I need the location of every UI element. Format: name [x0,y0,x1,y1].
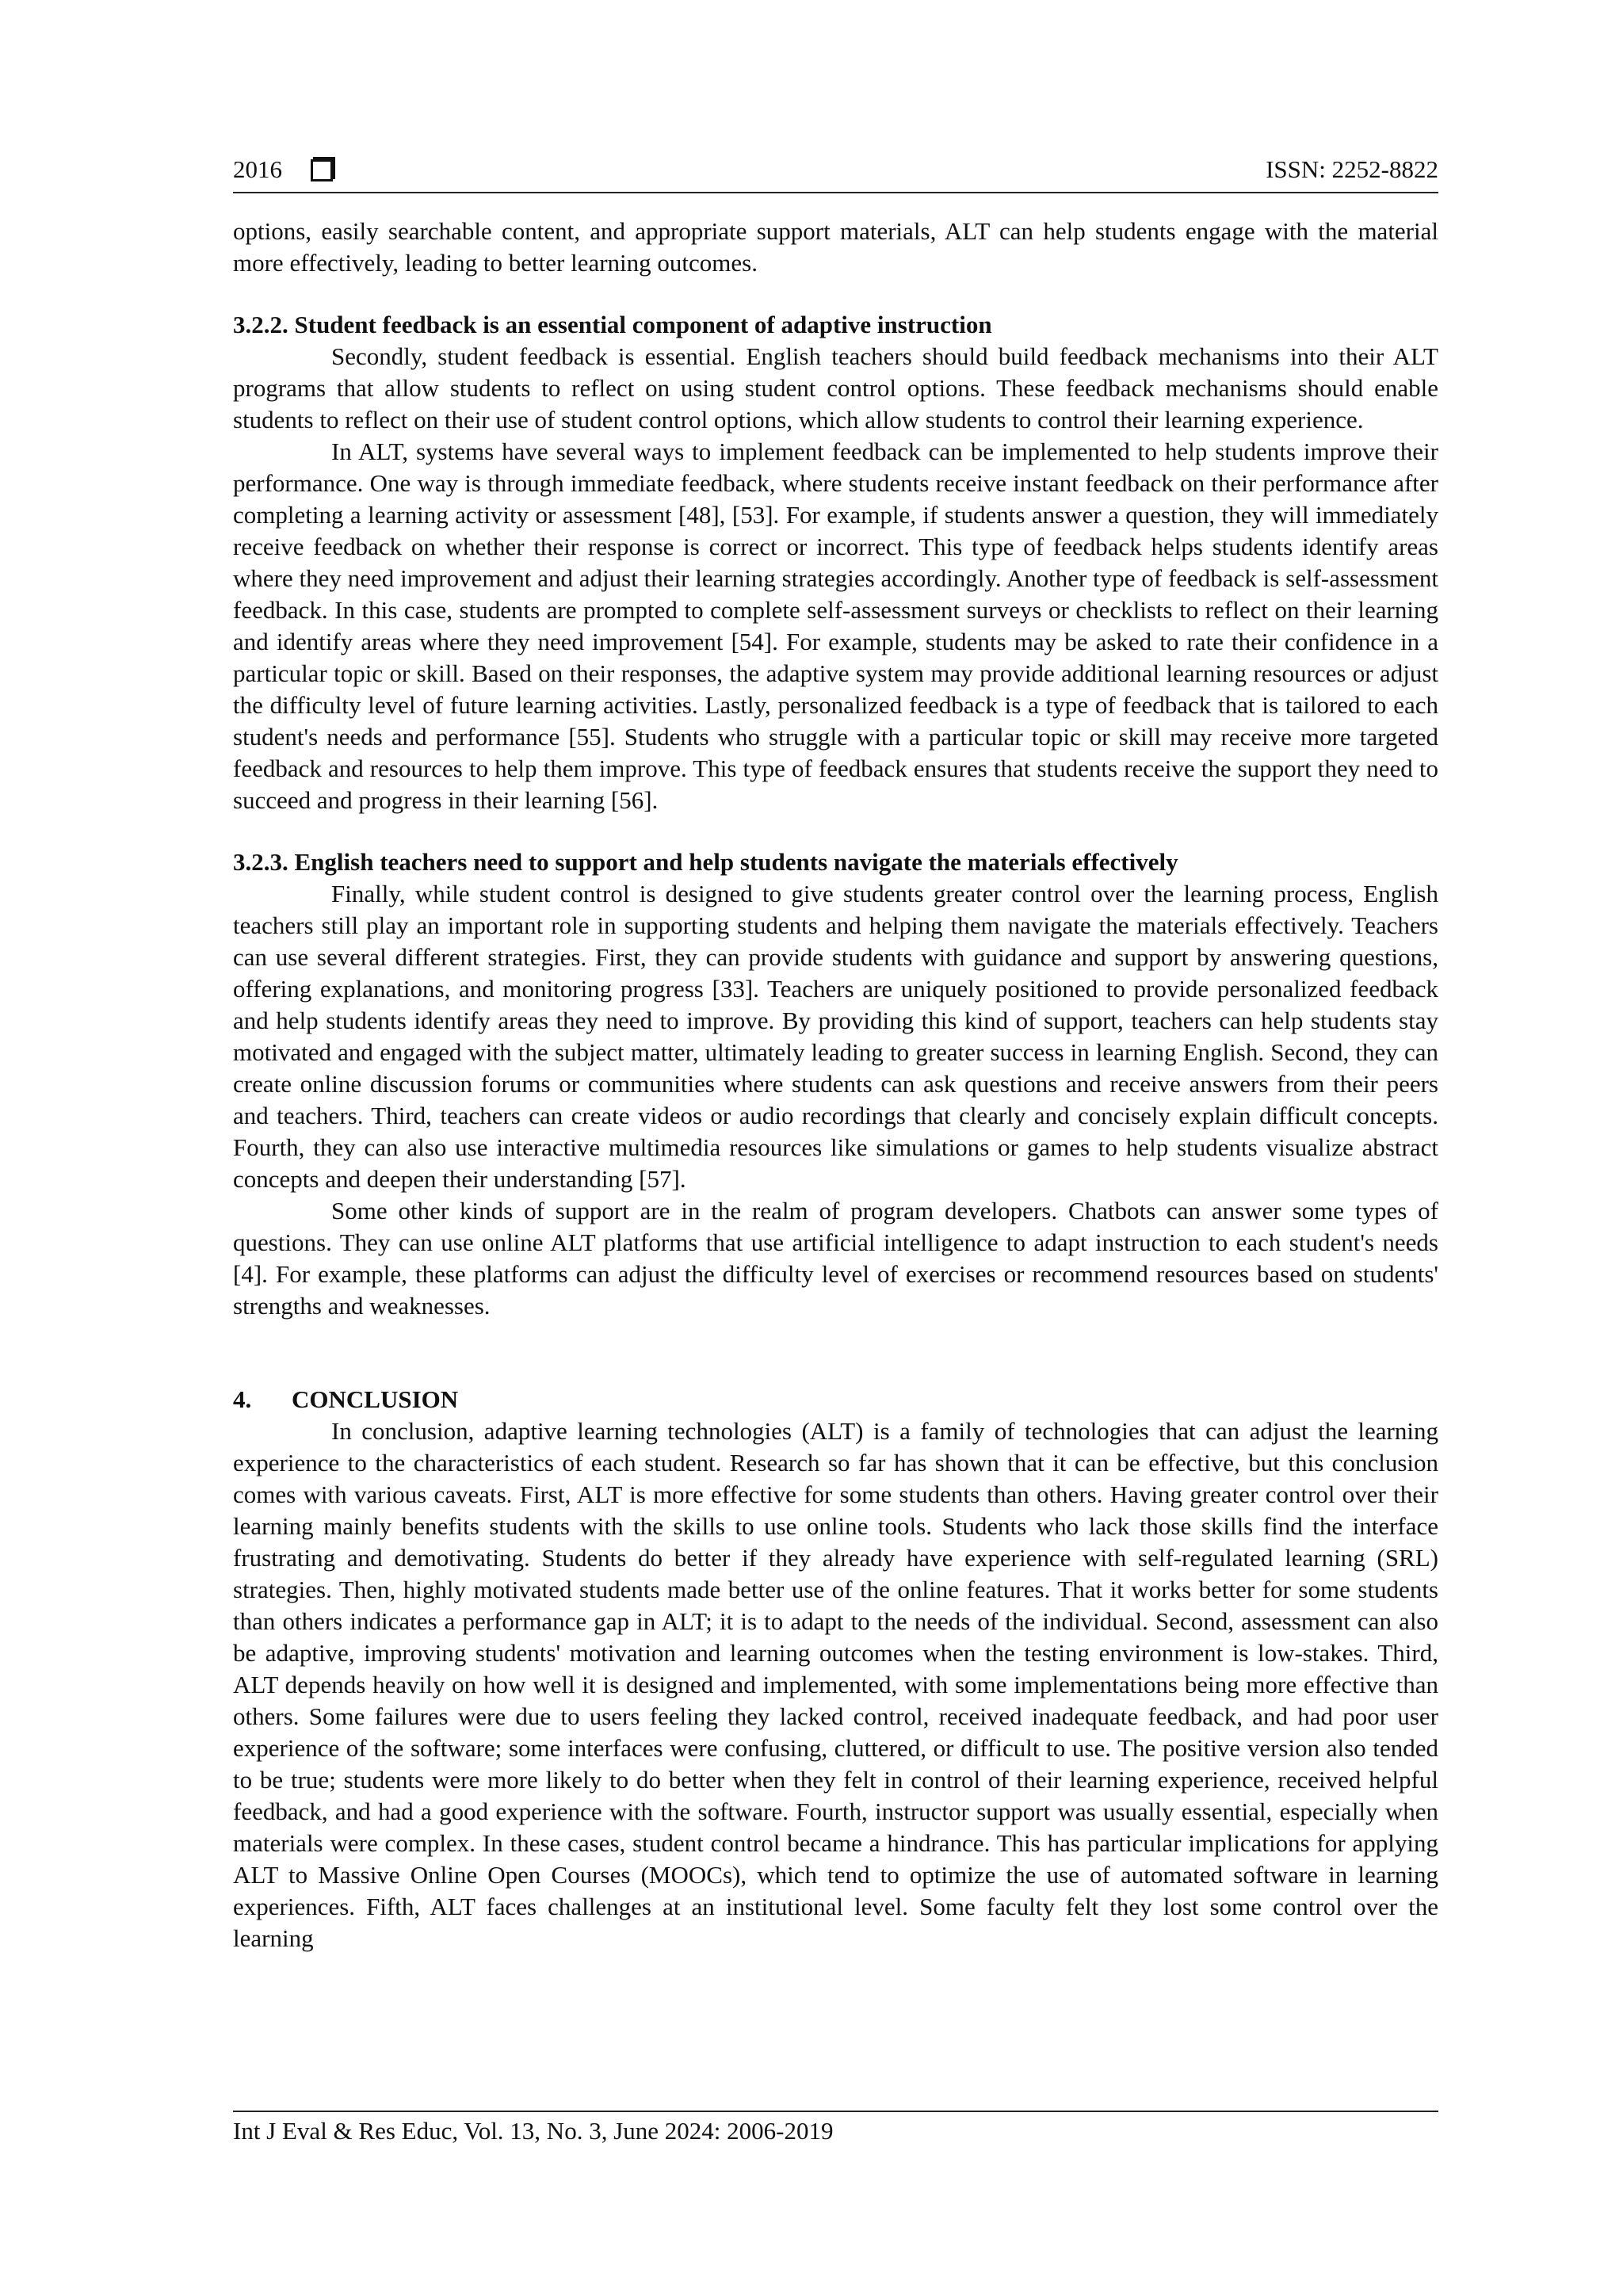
intro-paragraph: options, easily searchable content, and appropriate support materials, ALT can help students engage with the material more effectively, leading to better learning outcomes. [233,217,1438,277]
section-4-heading [233,1384,1438,1415]
section-3-2-3-title: 3.2.3. English teachers need to support and help students navigate the materials effectively [233,848,1178,876]
article-body [233,216,1438,1954]
section-4-number: 4. [233,1385,252,1413]
section-3-2-3-paragraph: Some other kinds of support are in the realm of program developers. Chatbots can answer some types of questions. They can use online ALT platforms that use artificial intelligence to adapt instruction to each student's needs [4]. For example, these platforms can adjust the difficulty level of exercises or recommend resources based on students' strengths and weaknesses. [233,1197,1438,1320]
journal-citation: Int J Eval & Res Educ, Vol. 13, No. 3, June 2024: 2006-2019 [233,2117,834,2145]
spacer [233,816,1438,846]
spacer [233,1322,1438,1384]
section-3-2-2-title: 3.2.2. Student feedback is an essential component of adaptive instruction [233,311,992,338]
spacer [233,279,1438,309]
section-4-title: CONCLUSION [292,1385,459,1413]
section-3-2-2-paragraph: In ALT, systems have several ways to implement feedback can be implemented to help students improve their performance. One way is through immediate feedback, where students receive instant feedback on their performance after completing a learning activity or assessment [48], [53]. For example, if students answer a question, they will immediately receive feedback on whether their response is correct or incorrect. This type of feedback helps students identify areas where they need improvement and adjust their learning strategies accordingly. Another type of feedback is self-assessment feedback. In this case, students are prompted to complete self-assessment surveys or checklists to reflect on their learning and identify areas where they need improvement [54]. For example, students may be asked to rate their confidence in a particular topic or skill. Based on their responses, the adaptive system may provide additional learning resources or adjust the difficulty level of future learning activities. Lastly, personalized feedback is a type of feedback that is tailored to each student's needs and performance [55]. Students who struggle with a particular topic or skill may receive more targeted feedback and resources to help them improve. This type of feedback ensures that students receive the support they need to succeed and progress in their learning [56]. [233,437,1438,814]
page-header [233,155,1438,193]
header-left [233,155,333,184]
box-icon [311,159,333,181]
page-number: 2016 [233,155,282,183]
section-3-2-2-paragraph: Secondly, student feedback is essential. English teachers should build feedback mechanisms into their ALT programs that allow students to reflect on using student control options. These feedback mechanisms should enable students to reflect on their use of student control options, which allow students to control their learning experience. [233,342,1438,434]
issn-label: ISSN: 2252-8822 [1266,155,1438,183]
conclusion-paragraph: In conclusion, adaptive learning technologies (ALT) is a family of technologies that can adjust the learning experience to the characteristics of each student. Research so far has shown that it can be effective, but this conclusion comes with various caveats. First, ALT is more effective for some students than others. Having greater control over their learning mainly benefits students with the skills to use online tools. Students who lack those skills find the interface frustrating and demotivating. Students do better if they already have experience with self-regulated learning (SRL) strategies. Then, highly motivated students made better use of the online features. That it works better for some students than others indicates a performance gap in ALT; it is to adapt to the needs of the individual. Second, assessment can also be adaptive, improving students' motivation and learning outcomes when the testing environment is low-stakes. Third, ALT depends heavily on how well it is designed and implemented, with some implementations being more effective than others. Some failures were due to users feeling they lacked control, received inadequate feedback, and had poor user experience of the software; some interfaces were confusing, cluttered, or difficult to use. The positive version also tended to be true; students were more likely to do better when they felt in control of their learning experience, received helpful feedback, and had a good experience with the software. Fourth, instructor support was usually essential, especially when materials were complex. In these cases, student control became a hindrance. This has particular implications for applying ALT to Massive Online Open Courses (MOOCs), which tend to optimize the use of automated software in learning experiences. Fifth, ALT faces challenges at an institutional level. Some faculty felt they lost some control over the learning [233,1417,1438,1952]
section-3-2-3-paragraph: Finally, while student control is designed to give students greater control over the learning process, English teachers still play an important role in supporting students and helping them navigate the materials effectively. Teachers can use several different strategies. First, they can provide students with guidance and support by answering questions, offering explanations, and monitoring progress [33]. Teachers are uniquely positioned to provide personalized feedback and help students identify areas they need to improve. By providing this kind of support, teachers can help students stay motivated and engaged with the subject matter, ultimately leading to greater success in learning English. Second, they can create online discussion forums or communities where students can ask questions and receive answers from their peers and teachers. Third, teachers can create videos or audio recordings that clearly and concisely explain difficult concepts. Fourth, they can also use interactive multimedia resources like simulations or games to help students visualize abstract concepts and deepen their understanding [57]. [233,880,1438,1193]
page-footer [233,2111,1438,2145]
